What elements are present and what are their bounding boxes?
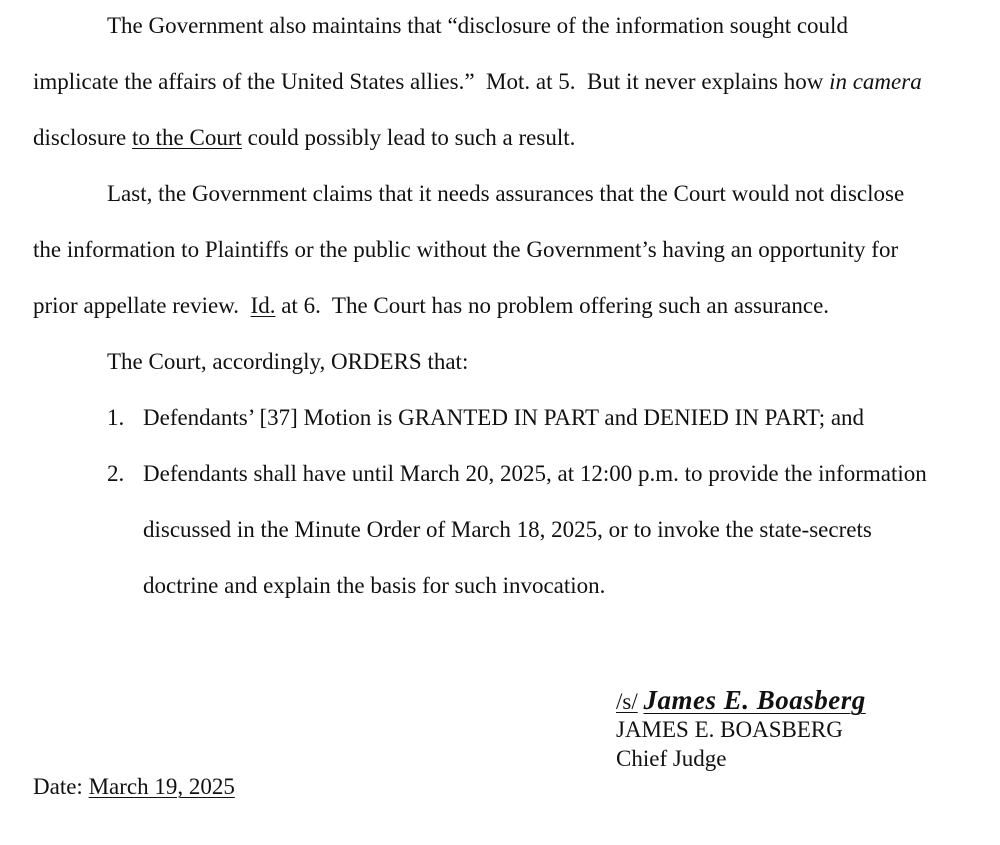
order-item-2-line-2: discussed in the Minute Order of March 18, 2025, or to invoke the state-secrets: [143, 517, 872, 542]
paragraph-1-line-3-text-c: could possibly lead to such a result.: [241, 125, 576, 150]
paragraph-1-line-1: The Government also maintains that “disclosure of the information sought could: [107, 13, 848, 38]
handwritten-signature: James E. Boasberg: [643, 685, 866, 715]
signature-prefix: /s/: [616, 689, 638, 714]
order-item-2: [107, 460, 927, 488]
paragraph-2-line-1: Last, the Government claims that it needs assurances that the Court would not disclose: [107, 181, 905, 206]
date-label: Date:: [33, 774, 89, 799]
order-item-1: [107, 404, 864, 432]
signer-printed-name: JAMES E. BOASBERG: [616, 717, 843, 742]
order-item-2-number: 2.: [107, 461, 125, 486]
paragraph-2-line-3: [33, 292, 829, 320]
paragraph-1-line-3: [33, 124, 575, 152]
signer-title: Chief Judge: [616, 746, 727, 771]
id-citation-underlined: Id.: [250, 293, 276, 318]
orders-intro: The Court, accordingly, ORDERS that:: [107, 349, 469, 374]
paragraph-2-line-3-text-c: at 6. The Court has no problem offering such an assurance.: [275, 293, 830, 318]
order-item-2-line-1: Defendants shall have until March 20, 2025, at 12:00 p.m. to provide the information: [143, 461, 927, 486]
signature-line: [616, 686, 866, 716]
in-camera-italic: in camera: [829, 69, 922, 94]
paragraph-1-line-2-text: implicate the affairs of the United States allies.” Mot. at 5. But it never explains how: [33, 69, 830, 94]
paragraph-1-line-2: [33, 68, 922, 96]
order-item-1-line-1: Defendants’ [37] Motion is GRANTED IN PART and DENIED IN PART; and: [143, 405, 865, 430]
paragraph-2-line-2: the information to Plaintiffs or the public without the Government’s having an opportunity for: [33, 237, 899, 262]
to-the-court-underlined: to the Court: [132, 125, 242, 150]
date-line: [33, 773, 235, 801]
date-value: March 19, 2025: [88, 774, 235, 799]
paragraph-2-line-3-text-a: prior appellate review.: [33, 293, 251, 318]
paragraph-1-line-3-text-a: disclosure: [33, 125, 133, 150]
order-item-1-number: 1.: [107, 405, 125, 430]
order-item-2-line-3: doctrine and explain the basis for such invocation.: [143, 573, 606, 598]
